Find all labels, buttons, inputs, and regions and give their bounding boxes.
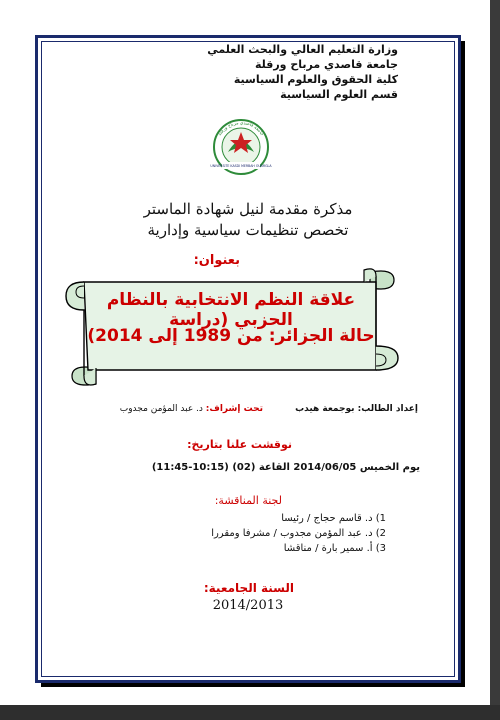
committee-member-3: 3) أ. سمير بارة / مناقشا [283,543,386,554]
faculty-name: كلية الحقوق والعلوم السياسية [233,73,398,86]
viewer-edge-right [490,0,500,720]
page-shadow-bottom [41,683,465,687]
student-name: بوجمعة هيدب [295,404,355,414]
supervisor-label: تحت إشراف: [205,404,263,414]
thesis-title-line-1: علاقة النظم الانتخابية بالنظام الحزبي (دراسة [106,290,356,330]
academic-year-value: 2014/2013 [212,598,284,613]
defense-label: نوقشت علنا بتاريخ: [187,438,292,451]
supervisor-line [120,404,263,414]
thesis-title-line-2: حالة الجزائر: من 1989 إلى 2014) [87,326,375,346]
page-shadow-right [461,41,465,687]
defense-date: يوم الخميس 2014/06/05 القاعة (02) (10:15-11:45) [151,462,420,473]
academic-year-label: السنة الجامعية: [203,581,294,595]
specialty-line: تخصص تنظيمات سياسية وإدارية [147,221,349,239]
university-logo [208,118,274,180]
title-label: بعنوان: [193,253,240,268]
university-name: جامعة قاصدي مرباح ورقلة [254,58,398,71]
ministry-name: وزارة التعليم العالي والبحث العلمي [207,43,398,56]
committee-label: لجنة المناقشة: [214,494,282,507]
committee-member-2: 2) د. عبد المؤمن مجدوب / مشرفا ومقررا [211,528,386,539]
supervisor-name: د. عبد المؤمن مجدوب [119,404,203,414]
student-line [295,404,418,414]
viewer-edge-bottom [0,705,500,720]
svg-text:جامعة قاصدي مرباح ورقلة: جامعة قاصدي مرباح ورقلة [217,120,265,138]
logo-caption: UNIVERSITE KASDI MERBAH OUARGLA [210,164,272,168]
committee-member-1: 1) د. قاسم حجاج / رئيسا [281,513,386,524]
student-label: إعداد الطالب: [357,404,418,414]
department-name: قسم العلوم السياسية [280,88,398,101]
degree-line: مذكرة مقدمة لنيل شهادة الماستر [143,200,353,218]
